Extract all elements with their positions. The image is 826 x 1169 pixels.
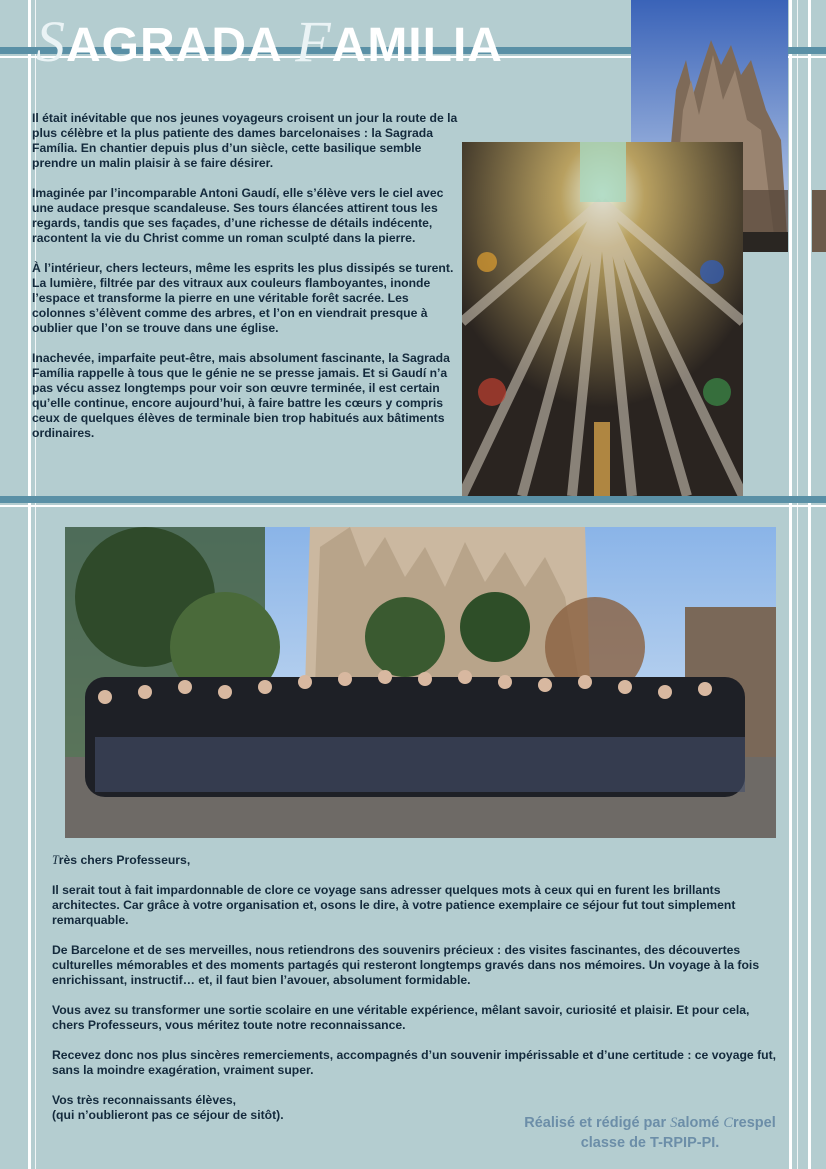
- section-divider: [0, 496, 826, 503]
- left-stripe-2: [35, 0, 36, 1169]
- title-initial-s: S: [36, 9, 66, 74]
- letter-salutation: [52, 853, 782, 868]
- left-stripe-1: [28, 0, 31, 1169]
- group-photo: [65, 527, 776, 838]
- closing-line-1: Vos très reconnaissants élèves,: [52, 1093, 237, 1107]
- credit-last-initial: C: [723, 1115, 733, 1131]
- credit-line-1: [500, 1113, 800, 1133]
- title-initial-f: F: [295, 9, 332, 74]
- credit-last-rest: respel: [733, 1115, 776, 1131]
- letter-paragraph-2: De Barcelone et de ses merveilles, nous retiendrons des souvenirs précieux : des visites fascinantes, des découvertes culturelles mémorables et des moments partagés qui resteront longtemps gravés dans nos mémoires. Un voyage à la fois enrichissant, instructif… et, il faut bien l’avouer, absolument formidable.: [52, 943, 760, 987]
- page-title: [36, 9, 503, 74]
- credit-line-2: classe de T-RPIP-PI.: [580, 1135, 720, 1151]
- right-stripe-1: [789, 0, 792, 1169]
- article-paragraph-4: Inachevée, imparfaite peut-être, mais absolument fascinante, la Sagrada Família rappelle à tous que le génie ne se presse jamais. Et si Gaudí n’a pas vécu assez longtemps pour voir son œuvre terminée, il est certain qu’elle continue, encore aujourd’hui, à faire battre les cœurs y compris ceux de quelques élèves de terminale bien trop habitués aux bâtiments ordinaires.: [32, 351, 450, 440]
- author-credit: [500, 1113, 800, 1153]
- letter-paragraph-1: Il serait tout à fait impardonnable de clore ce voyage sans adresser quelques mots à ceux qui en furent les brillants architectes. Car grâce à votre organisation et, osons le dire, à votre patience exemplaire ce séjour fut tout simplement remarquable.: [52, 883, 736, 927]
- article-paragraph-3: À l’intérieur, chers lecteurs, même les esprits les plus dissipés se turent. La lumière, filtrée par des vitraux aux couleurs flamboyantes, inonde l’espace et transforme la pierre en une véritable forêt sacrée. Les colonnes s’élèvent comme des arbres, et l’on en viendrait presque à oublier que l’on se trouve dans une église.: [32, 261, 454, 335]
- article-paragraph-1: Il était inévitable que nos jeunes voyageurs croisent un jour la route de la plus célèbre et la plus patiente des dames barcelonaises : la Sagrada Família. En chantier depuis plus d’un siècle, cette basilique semble prendre un malin plaisir à se faire désirer.: [32, 111, 458, 170]
- title-word-1: AGRADA: [66, 19, 281, 72]
- salutation-text: rès chers Professeurs,: [58, 853, 191, 867]
- interior-photo: [462, 142, 743, 496]
- credit-prefix: Réalisé et rédigé par: [524, 1115, 671, 1131]
- letter-paragraph-3: Vous avez su transformer une sortie scolaire en une véritable expérience, mêlant savoir, curiosité et plaisir. Et pour cela, chers Professeurs, vous méritez toute notre reconnaissance.: [52, 1003, 750, 1032]
- credit-first-rest: alomé: [677, 1115, 724, 1131]
- section-divider-line: [0, 505, 826, 507]
- title-word-2: AMILIA: [331, 19, 503, 72]
- closing-line-2: (qui n’oublieront pas ce séjour de sitôt).: [52, 1108, 284, 1122]
- facade-photo-strip: [812, 190, 826, 252]
- article-paragraph-2: Imaginée par l’incomparable Antoni Gaudí, elle s’élève vers le ciel avec une audace presque scandaleuse. Ses tours élancées attirent tous les regards, tandis que ses façades, d’une richesse de détails indécente, racontent la vie du Christ comme un roman sculpté dans la pierre.: [32, 186, 444, 245]
- right-stripe-3: [808, 0, 811, 1169]
- letter-paragraph-4: Recevez donc nos plus sincères remerciements, accompagnés d’un souvenir impérissable et d’une certitude : ce voyage fut, sans la moindre exagération, vraiment super.: [52, 1048, 777, 1077]
- right-stripe-2: [797, 0, 798, 1169]
- credit-first-initial: S: [670, 1115, 678, 1131]
- salutation-initial: T: [52, 853, 59, 867]
